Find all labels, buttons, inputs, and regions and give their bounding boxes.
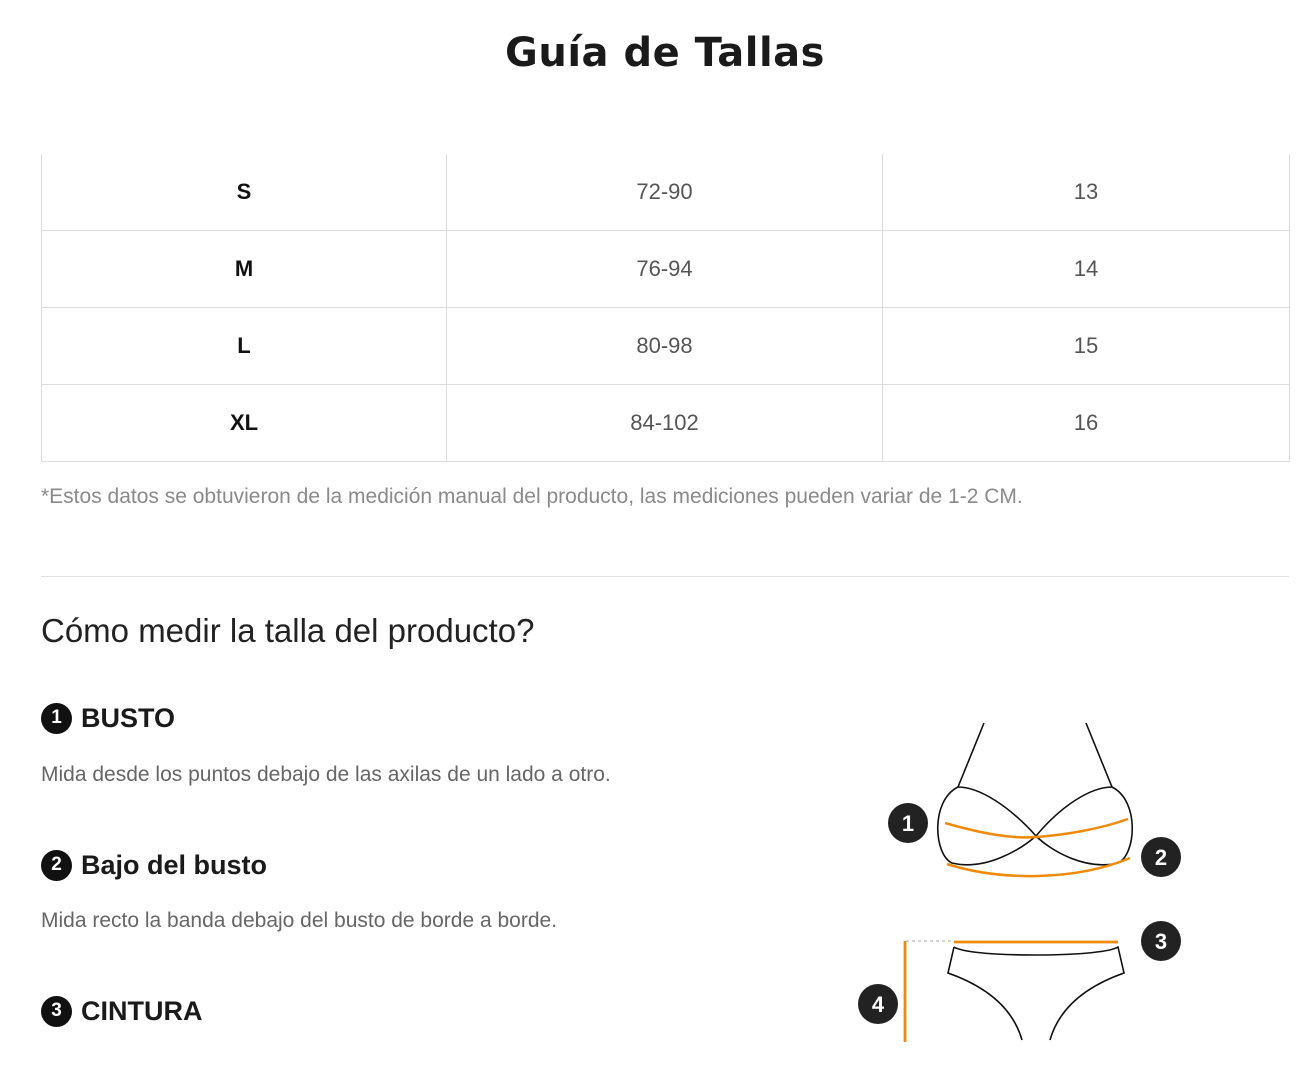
table-cell: 13 bbox=[883, 154, 1290, 231]
step-label: Bajo del busto bbox=[81, 849, 268, 880]
measurement-note: *Estos datos se obtuvieron de la medición manual del producto, las mediciones pueden variar de 1-2 CM. bbox=[41, 485, 1023, 508]
size-cell: S bbox=[42, 154, 447, 231]
size-table bbox=[41, 154, 1290, 462]
page-title: Guía de Tallas bbox=[505, 30, 825, 76]
table-cell: 16 bbox=[883, 385, 1290, 462]
table-cell: 72-90 bbox=[447, 154, 883, 231]
table-cell: 15 bbox=[883, 308, 1290, 385]
svg-text:1: 1 bbox=[901, 811, 915, 836]
step-bust-heading bbox=[41, 701, 175, 735]
section-divider bbox=[41, 576, 1289, 577]
bikini-bottom-illustration bbox=[948, 947, 1124, 1040]
size-cell: XL bbox=[42, 385, 447, 462]
step-number-badge: 1 bbox=[41, 703, 72, 734]
table-cell: 80-98 bbox=[447, 308, 883, 385]
step-number-badge: 2 bbox=[41, 850, 72, 881]
step-underbust-description: Mida recto la banda debajo del busto de borde a borde. bbox=[41, 909, 558, 932]
how-to-measure-title: Cómo medir la talla del producto? bbox=[41, 612, 535, 649]
table-row bbox=[42, 231, 1290, 308]
marker-3-icon bbox=[1141, 921, 1181, 961]
marker-4-icon bbox=[858, 984, 898, 1024]
svg-text:4: 4 bbox=[871, 992, 885, 1017]
marker-2-icon bbox=[1141, 837, 1181, 877]
step-label: CINTURA bbox=[81, 995, 203, 1026]
step-underbust-heading bbox=[41, 848, 267, 882]
bikini-top-illustration bbox=[938, 723, 1133, 865]
svg-text:3: 3 bbox=[1154, 929, 1168, 954]
size-cell: L bbox=[42, 308, 447, 385]
marker-1-icon bbox=[888, 803, 928, 843]
step-waist-heading bbox=[41, 994, 203, 1028]
step-number-badge: 3 bbox=[41, 996, 72, 1027]
table-cell: 76-94 bbox=[447, 231, 883, 308]
table-cell: 84-102 bbox=[447, 385, 883, 462]
step-label: BUSTO bbox=[81, 702, 176, 733]
svg-text:2: 2 bbox=[1154, 845, 1168, 870]
table-row bbox=[42, 308, 1290, 385]
bikini-measure-diagram bbox=[850, 715, 1200, 1060]
step-bust-description: Mida desde los puntos debajo de las axilas de un lado a otro. bbox=[41, 763, 611, 786]
table-row bbox=[42, 385, 1290, 462]
table-cell: 14 bbox=[883, 231, 1290, 308]
bust-measure-lines bbox=[945, 819, 1130, 876]
size-cell: M bbox=[42, 231, 447, 308]
table-row bbox=[42, 154, 1290, 231]
